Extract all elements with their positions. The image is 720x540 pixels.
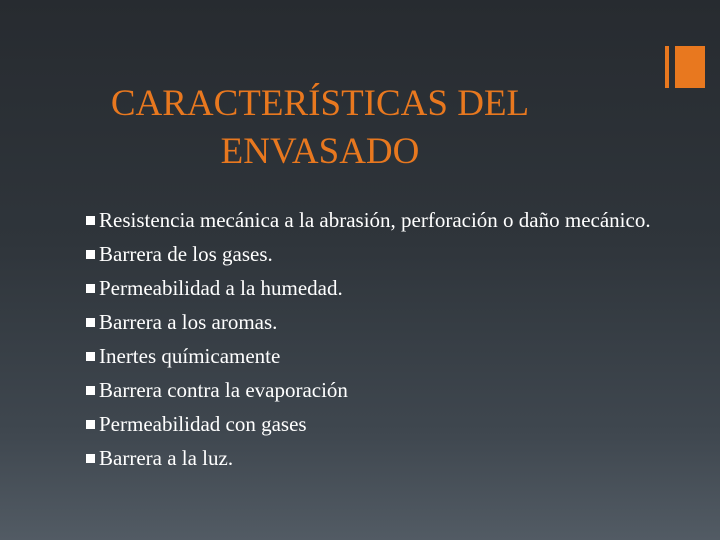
square-bullet-icon: [86, 216, 95, 225]
square-bullet-icon: [86, 454, 95, 463]
slide-title-line-2: ENVASADO: [220, 131, 420, 172]
square-bullet-icon: [86, 386, 95, 395]
bullet-item: [86, 444, 676, 473]
bullet-item: [86, 410, 676, 439]
accent-mark: [665, 46, 705, 88]
bullet-text: Inertes químicamente: [99, 344, 281, 368]
slide-title-line-1: CARACTERÍSTICAS DEL: [110, 83, 530, 124]
bullet-item: [86, 342, 676, 371]
square-bullet-icon: [86, 318, 95, 327]
bullet-text: Resistencia mecánica a la abrasión, perforación o daño mecánico.: [99, 208, 651, 232]
bullet-text: Permeabilidad a la humedad.: [99, 276, 343, 300]
square-bullet-icon: [86, 284, 95, 293]
square-bullet-icon: [86, 420, 95, 429]
square-bullet-icon: [86, 352, 95, 361]
bullet-item: [86, 240, 676, 269]
bullet-text: Barrera contra la evaporación: [99, 378, 348, 402]
bullet-item: [86, 376, 676, 405]
bullet-item: [86, 206, 676, 235]
accent-thin-bar: [665, 46, 669, 88]
square-bullet-icon: [86, 250, 95, 259]
bullet-item: [86, 274, 676, 303]
bullet-text: Permeabilidad con gases: [99, 412, 307, 436]
bullet-text: Barrera a la luz.: [99, 446, 234, 470]
bullet-text: Barrera a los aromas.: [99, 310, 278, 334]
bullet-item: [86, 308, 676, 337]
bullet-list: [86, 206, 676, 478]
slide-title: [60, 80, 580, 176]
accent-block: [675, 46, 705, 88]
bullet-text: Barrera de los gases.: [99, 242, 273, 266]
